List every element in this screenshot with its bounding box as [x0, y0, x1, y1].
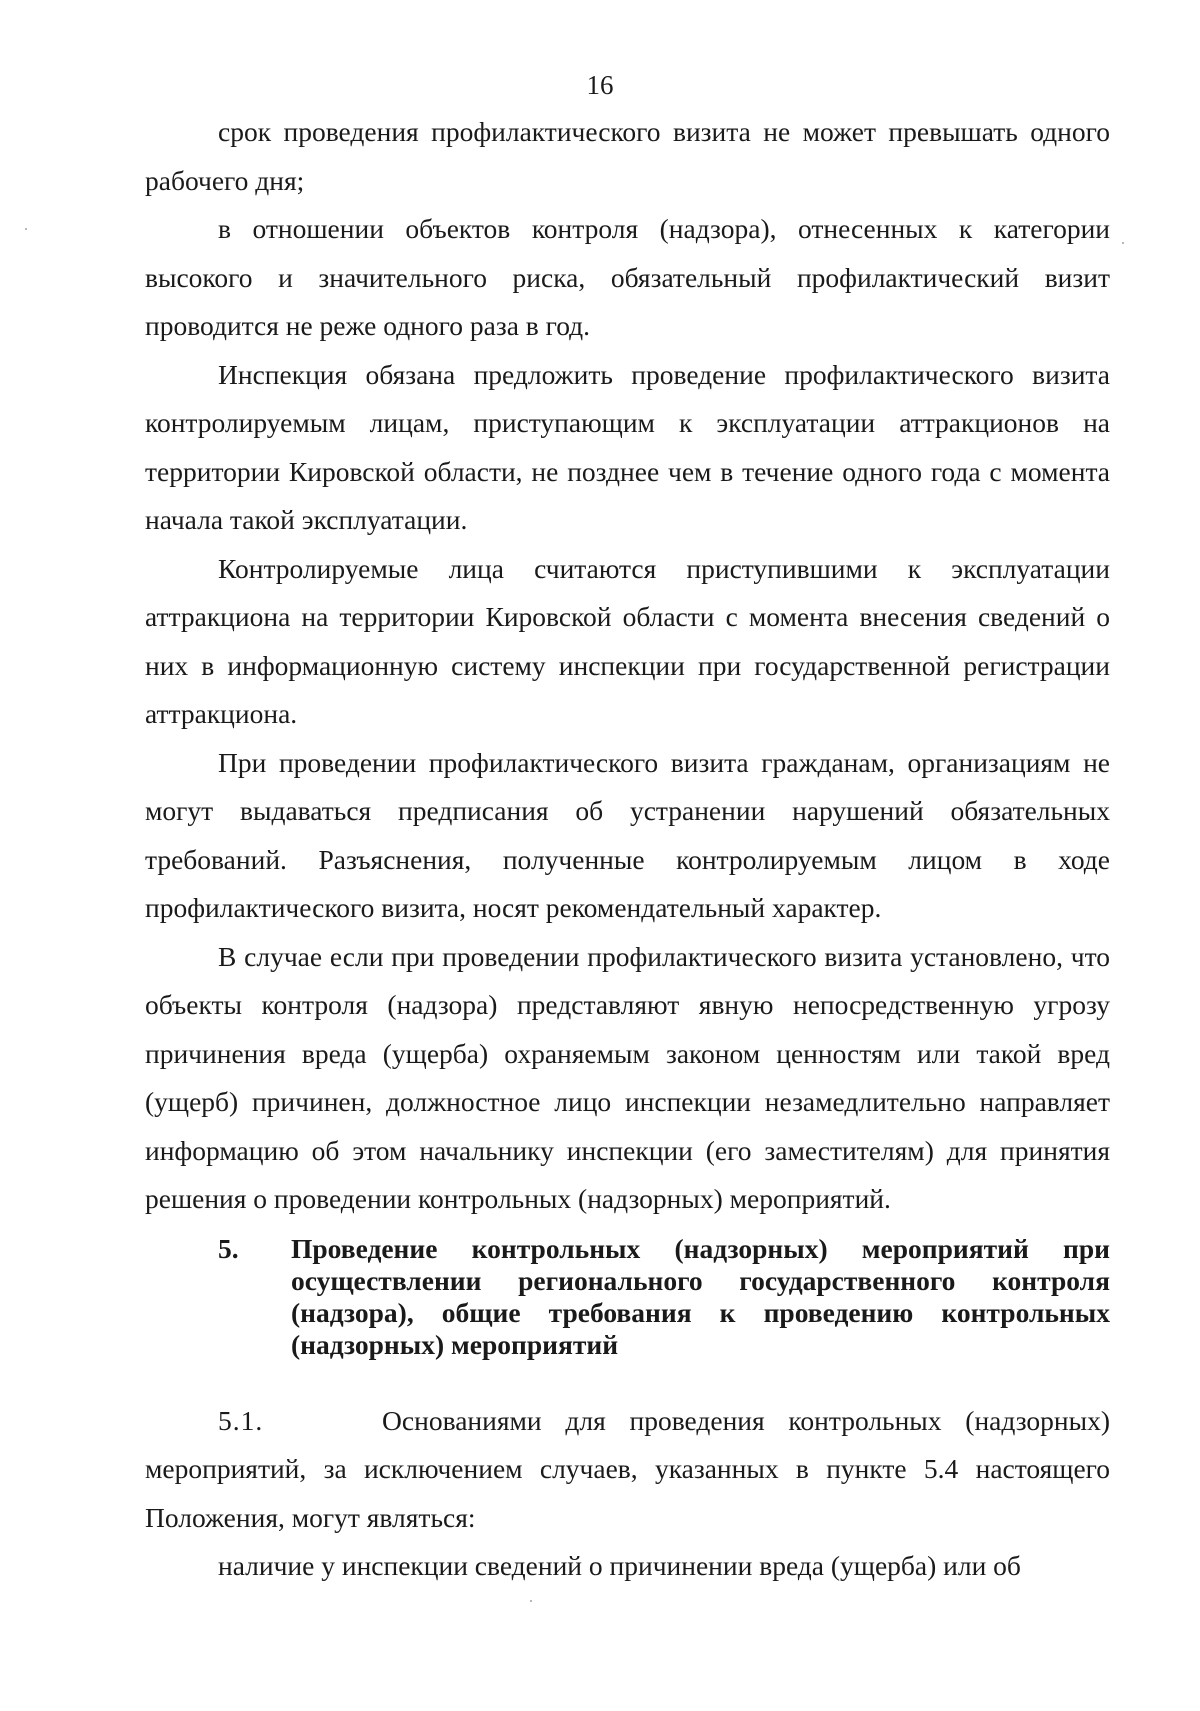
paragraph-mandatory-visit: в отношении объектов контроля (надзора), отнесенных к категории высокого и значительного риска, обязательный профилактический визит проводится не реже одного раза в год.: [145, 213, 1110, 341]
paragraph-harm-info: наличие у инспекции сведений о причинении вреда (ущерба) или об: [218, 1550, 1021, 1581]
scan-artifact: [25, 228, 27, 230]
scan-artifact: [530, 1600, 532, 1602]
paragraph-offer-visit: Инспекция обязана предложить проведение профилактического визита контролируемым лицам, приступающим к эксплуатации аттракционов на территории Кировской области, не позднее чем в течение одного года с момента начала такой эксплуатации.: [145, 358, 1110, 535]
section-title: Проведение контрольных (надзорных) мероприятий при осуществлении регионального государственного контроля (надзора), общие требования к проведению контрольных (надзорных) мероприятий: [291, 1232, 1110, 1360]
clause-number: 5.1.: [218, 1404, 264, 1436]
section-number: 5.: [218, 1232, 239, 1264]
scan-artifact: [1122, 242, 1124, 244]
paragraph-visit-duration: срок проведения профилактического визита не может превышать одного рабочего дня;: [145, 116, 1110, 196]
paragraph-start-operation: Контролируемые лица считаются приступившими к эксплуатации аттракциона на территории Кировской области с момента внесения сведений о них в информационную систему инспекции при государственной регистрации аттракциона.: [145, 552, 1110, 729]
clause-text: Основаниями для проведения контрольных (надзорных) мероприятий, за исключением случаев, указанных в пункте 5.4 настоящего Положения, могут являться:: [145, 1404, 1111, 1533]
paragraph-threat-case: В случае если при проведении профилактического визита установлено, что объекты контроля (надзора) представляют явную непосредственную угрозу причинения вреда (ущерба) охраняемым законом ценностям или такой вред (ущерб) причинен, должностное лицо инспекции незамедлительно направляет информацию об этом начальнику инспекции (его заместителям) для принятия решения о проведении контрольных (надзорных) мероприятий.: [145, 940, 1110, 1214]
paragraph-no-orders: При проведении профилактического визита гражданам, организациям не могут выдаваться предписания об устранении нарушений обязательных требований. Разъяснения, полученные контролируемым лицом в ходе профилактического визита, носят рекомендательный характер.: [145, 746, 1110, 923]
page-number: 16: [586, 70, 614, 100]
paragraph-grounds: [145, 1397, 1110, 1543]
document-body: [145, 108, 1110, 1591]
section-heading: [145, 1233, 1110, 1361]
